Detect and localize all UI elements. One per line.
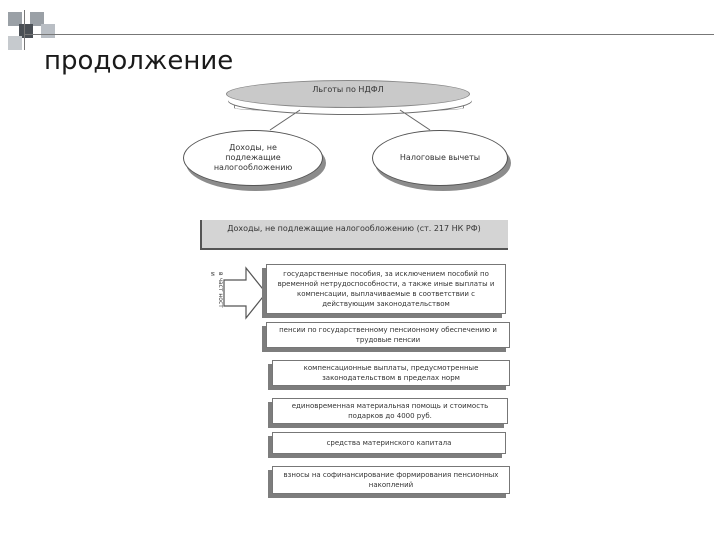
list-item: взносы на софинансирование формирования пенсионных накоплений [272,466,510,494]
section-header-label: Доходы, не подлежащие налогообложению (ст. 217 НК РФ) [227,224,481,233]
slide-title: продолжение [44,46,234,76]
list-item: средства материнского капитала [272,432,506,454]
list-item: пенсии по государственному пенсионному обеспечению и трудовые пенсии [266,322,510,348]
root-banner-label: Льготы по НДФЛ [312,85,384,94]
branch-left-oval: Доходы, не подлежащие налогообложению [183,130,323,186]
list-item: компенсационные выплаты, предусмотренные законодательством в пределах норм [272,360,510,386]
side-label: в част ност и [209,272,224,308]
list-item: государственные пособия, за исключением пособий по временной нетрудоспособности, а также иные выплаты и компенсации, выплачиваемые в соответствии с действующим законодательством [266,264,506,314]
branch-right-oval: Налоговые вычеты [372,130,508,186]
list-item: единовременная материальная помощь и стоимость подарков до 4000 руб. [272,398,508,424]
